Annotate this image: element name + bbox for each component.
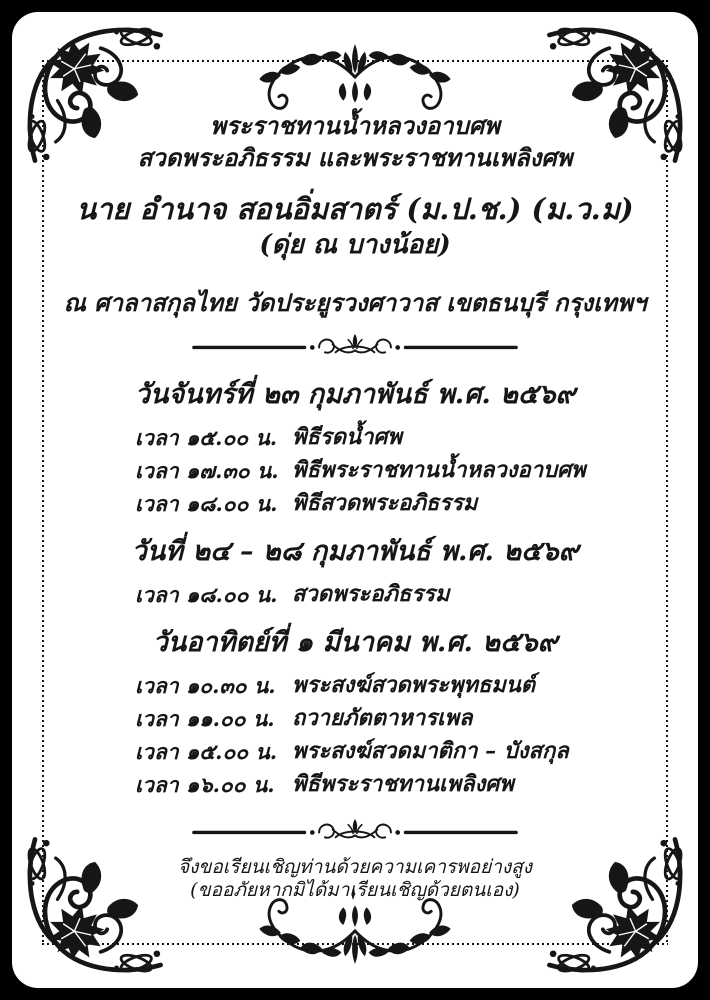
schedule-time: เวลา ๑๑.๐๐ น. (135, 706, 275, 731)
scroll-divider-ornament-lower (190, 815, 520, 848)
schedule-row (12, 702, 698, 735)
schedule-day-heading: วันจันทร์ที่ ๒๓ กุมภาพันธ์ พ.ศ. ๒๕๖๙ (134, 379, 576, 410)
closing-line-2: (ขออภัยหากมิได้มาเรียนเชิญด้วยตนเอง) (190, 879, 520, 901)
venue-line: ณ ศาลาสกุลไทย วัดประยูรวงศาวาส เขตธนบุรี กรุงเทพฯ (63, 288, 647, 317)
schedule-activity: พิธีสวดพระอภิธรรม (292, 490, 478, 516)
honoree-nickname: (ดุ่ย ณ บางน้อย) (259, 230, 451, 260)
schedule-time: เวลา ๑๐.๓๐ น. (135, 673, 276, 698)
schedule-activity: พิธีรดน้ำศพ (292, 424, 402, 450)
schedule-day (12, 534, 698, 611)
schedule-row (12, 454, 698, 487)
schedule-row (12, 421, 698, 454)
schedule-row (12, 669, 698, 702)
card-content (12, 12, 698, 902)
schedule-activity: พระสงฆ์สวดมาติกา – บังสกุล (292, 738, 569, 764)
closing-line-1: จึงขอเรียนเชิญท่านด้วยความเคารพอย่างสูง (177, 856, 533, 878)
schedule-time: เวลา ๑๕.๐๐ น. (135, 425, 278, 450)
ceremony-title-line-1: พระราชทานน้ำหลวงอาบศพ (210, 111, 500, 140)
honoree-name: นาย อำนาจ สอนอิ่มสาตร์ (ม.ป.ช.) (ม.ว.ม) (76, 192, 634, 226)
schedule-time: เวลา ๑๖.๐๐ น. (135, 772, 275, 797)
schedule-row (12, 768, 698, 801)
schedule-time: เวลา ๑๕.๐๐ น. (135, 739, 278, 764)
schedule-activity: สวดพระอภิธรรม (292, 581, 450, 607)
schedule-day (12, 377, 698, 520)
schedule (12, 377, 698, 801)
scroll-divider-ornament-upper (190, 330, 520, 363)
schedule-row (12, 735, 698, 768)
schedule-time: เวลา ๑๘.๐๐ น. (135, 582, 278, 607)
schedule-activity: พิธีพระราชทานน้ำหลวงอาบศพ (292, 457, 586, 483)
schedule-activity: พระสงฆ์สวดพระพุทธมนต์ (292, 672, 536, 698)
schedule-row (12, 487, 698, 520)
schedule-day-heading: วันอาทิตย์ที่ ๑ มีนาคม พ.ศ. ๒๕๖๙ (152, 627, 558, 658)
schedule-activity: พิธีพระราชทานเพลิงศพ (292, 771, 514, 797)
schedule-day-heading: วันที่ ๒๔ – ๒๘ กุมภาพันธ์ พ.ศ. ๒๕๖๙ (131, 536, 579, 567)
invitation-card (12, 12, 698, 988)
schedule-time: เวลา ๑๘.๐๐ น. (135, 491, 278, 516)
schedule-row (12, 578, 698, 611)
closing-block (12, 856, 698, 902)
ceremony-title-line-2: สวดพระอภิธรรม และพระราชทานเพลิงศพ (137, 143, 573, 172)
honoree-block (12, 190, 698, 262)
schedule-day (12, 625, 698, 801)
schedule-activity: ถวายภัตตาหารเพล (292, 705, 473, 731)
schedule-time: เวลา ๑๗.๓๐ น. (135, 458, 279, 483)
